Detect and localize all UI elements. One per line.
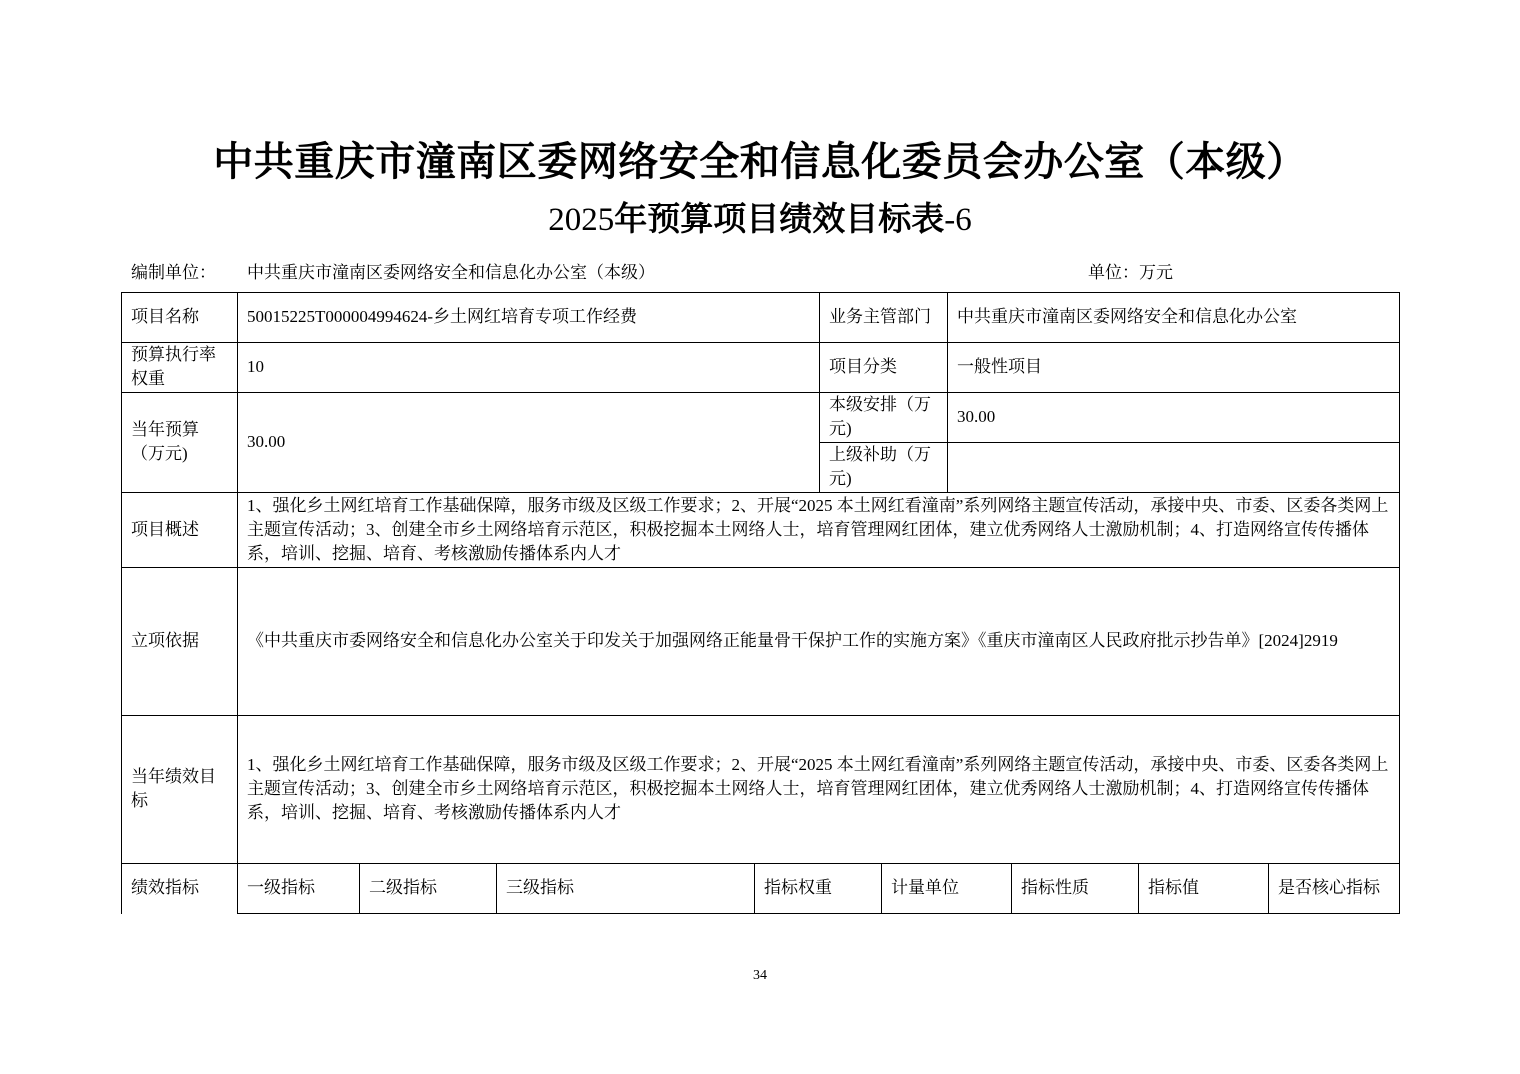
subtitle-text: 年预算项目绩效目标表 [614,202,945,238]
overview-value: 1、强化乡土网红培育工作基础保障，服务市级及区级工作要求；2、开展“2025 本土网红看潼南”系列网络主题宣传活动，承接中央、市委、区委各类网上主题宣传活动；3、创建全市乡土网络培育示范区，积极挖掘本土网络人士，培育管理网红团体，建立优秀网络人士激励机制；4、打造网络宣传传播体系，培训、挖掘、培育、考核激励传播体系内人才 [247,495,1389,563]
subtitle-year: 2025 [548,202,615,238]
page-subtitle [0,193,1520,240]
currency-unit: 单位：万元 [1088,263,1173,282]
goal-value: 1、强化乡土网红培育工作基础保障，服务市级及区级工作要求；2、开展“2025 本土网红看潼南”系列网络主题宣传活动，承接中央、市委、区委各类网上主题宣传活动；3、创建全市乡土网络培育示范区，积极挖掘本土网络人士，培育管理网红团体，建立优秀网络人士激励机制；4、打造网络宣传传播体系，培训、挖掘、培育、考核激励传播体系内人才 [247,755,1389,822]
subsidy-value [947,442,1399,492]
unit-label: 编制单位： [131,263,216,282]
dept-value: 中共重庆市潼南区委网络安全和信息化办公室 [957,307,1297,326]
subsidy-label: 上级补助（万元) [829,445,931,488]
dept-label: 业务主管部门 [829,307,931,326]
goal-label: 当年绩效目标 [131,767,216,810]
indicators-label: 绩效指标 [131,878,199,897]
indicator-header: 一级指标 [247,878,315,897]
exec-rate-value: 10 [247,357,264,376]
indicator-header: 是否核心指标 [1278,878,1380,897]
indicator-header: 指标性质 [1021,878,1089,897]
indicator-header: 二级指标 [369,878,437,897]
budget-label: 当年预算（万元) [131,420,199,463]
local-value: 30.00 [957,407,996,426]
page-number: 34 [753,968,767,983]
local-label: 本级安排（万元) [829,395,931,438]
basis-value: 《中共重庆市委网络安全和信息化办公室关于印发关于加强网络正能量骨干保护工作的实施方案》《重庆市潼南区人民政府批示抄告单》[2024]2919 [247,631,1338,650]
indicator-header: 计量单位 [891,878,959,897]
budget-value: 30.00 [247,432,286,451]
indicator-header: 指标值 [1148,878,1199,897]
indicator-header: 三级指标 [506,878,574,897]
basis-label: 立项依据 [131,631,199,650]
subtitle-suffix: -6 [944,202,972,238]
page-title: 中共重庆市潼南区委网络安全和信息化委员会办公室（本级） [213,139,1307,184]
category-label: 项目分类 [829,357,897,376]
unit-value: 中共重庆市潼南区委网络安全和信息化办公室（本级） [247,263,655,282]
exec-rate-label: 预算执行率权重 [131,345,216,388]
indicator-header: 指标权重 [764,878,832,897]
project-name-label: 项目名称 [131,307,199,326]
project-name-value: 50015225T000004994624-乡土网红培育专项工作经费 [247,307,638,326]
overview-label: 项目概述 [131,519,199,539]
category-value: 一般性项目 [957,357,1042,376]
